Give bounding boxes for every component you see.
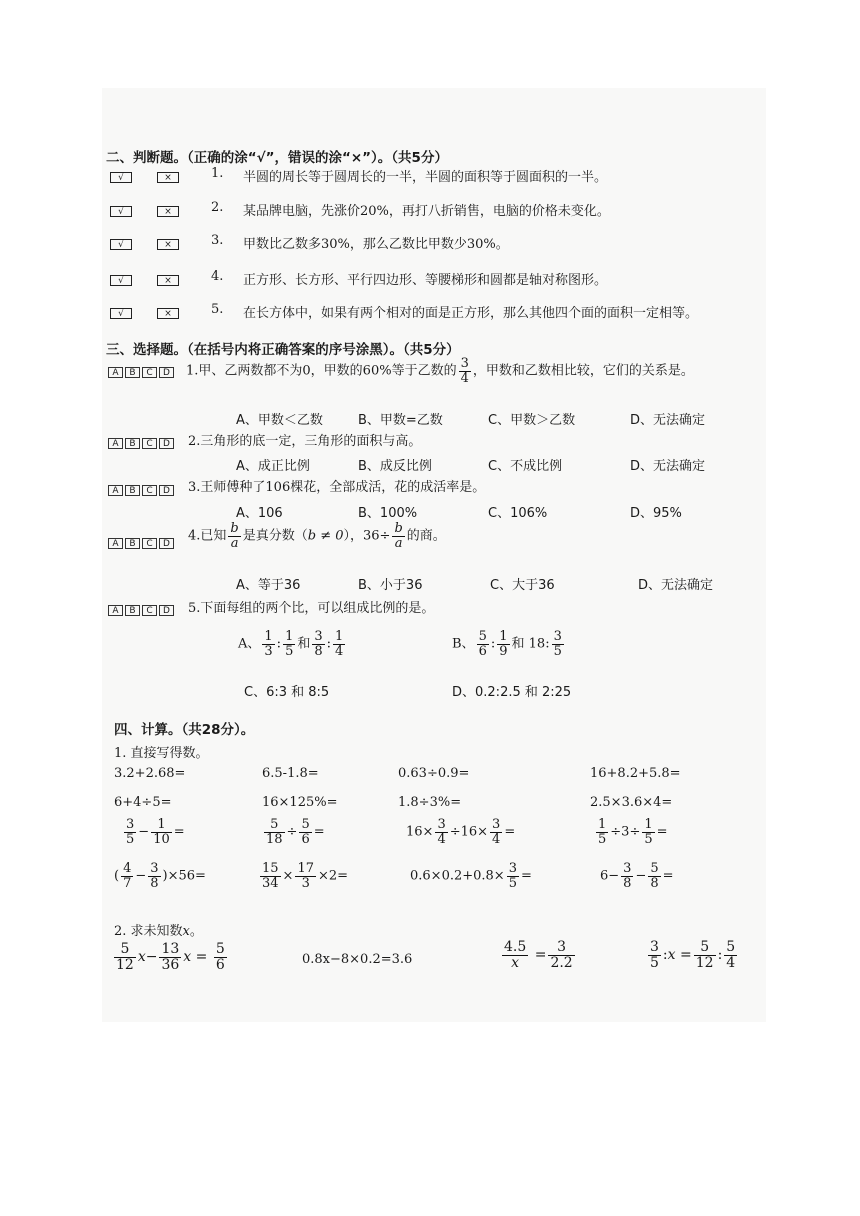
- q4-option-d: D、无法确定: [638, 578, 714, 593]
- bubble-c[interactable]: C: [142, 485, 157, 496]
- bubble-a[interactable]: A: [108, 605, 123, 616]
- bubble-b[interactable]: B: [125, 367, 140, 378]
- fraction: $\frac{b}{a}$: [230, 521, 239, 551]
- bubble-d[interactable]: D: [159, 538, 174, 549]
- q5-stem: 5.下面每组的两个比，可以组成比例的是。: [188, 601, 435, 616]
- cross-option[interactable]: ×: [157, 308, 179, 319]
- calc-item: 16× $\frac{3}{4}$ ÷16× $\frac{3}{4}$ =: [406, 817, 516, 847]
- calc-item: 6.5-1.8=: [262, 766, 319, 781]
- q2-option-a: A、成正比例: [236, 459, 310, 474]
- q1-option-a: A、甲数＜乙数: [236, 413, 323, 428]
- q2-stem: 2.三角形的底一定，三角形的面积与高。: [188, 434, 422, 449]
- calc-item: 6+4÷5=: [114, 795, 172, 810]
- calc-item: $\frac{3}{5}$ − $\frac{1}{10}$ =: [126, 817, 185, 847]
- answer-bubbles-q1[interactable]: [108, 362, 176, 381]
- calc-item: ( $\frac{4}{7}$ − $\frac{3}{8}$ )×56=: [114, 861, 206, 891]
- tf-num: 4.: [211, 269, 224, 284]
- q3-option-b: B、100%: [358, 506, 418, 521]
- calc-item: $\frac{5}{18}$ ÷ $\frac{5}{6}$ =: [266, 817, 325, 847]
- bubble-a[interactable]: A: [108, 367, 123, 378]
- q4-option-c: C、大于36: [490, 578, 555, 593]
- tf-num: 2.: [211, 200, 224, 215]
- bubble-b[interactable]: B: [125, 438, 140, 449]
- fraction: $\frac{3}{4}$: [460, 356, 469, 386]
- subsection-solve-x: 2. 求未知数x。: [114, 924, 203, 939]
- tf-text: 正方形、长方形、平行四边形、等腰梯形和圆都是轴对称图形。: [243, 273, 608, 288]
- bubble-b[interactable]: B: [125, 605, 140, 616]
- cross-option[interactable]: ×: [157, 239, 179, 250]
- equation-2: 0.8x−8×0.2=3.6: [302, 952, 413, 967]
- bubble-d[interactable]: D: [159, 485, 174, 496]
- q3-option-a: A、106: [236, 506, 283, 521]
- q5-option-b: B、 $\frac{5}{6}$ : $\frac{1}{9}$ 和 18: $\frac{3}{5}$: [452, 629, 562, 659]
- tf-num: 3.: [211, 233, 224, 248]
- calc-item: 16+8.2+5.8=: [590, 766, 681, 781]
- tf-num: 1.: [211, 166, 224, 181]
- section3-title: 三、选择题。（在括号内将正确答案的序号涂黑）。（共5分）: [106, 342, 460, 358]
- calc-item: 6− $\frac{3}{8}$ − $\frac{5}{8}$ =: [600, 861, 674, 891]
- section4-title: 四、计算。（共28分）。: [114, 722, 255, 738]
- q1-option-b: B、甲数=乙数: [358, 413, 443, 428]
- q4-stem: 4.已知 $\frac{b}{a}$ 是真分数（b ≠ 0），36÷ $\frac{b}{a}$ 的商。: [188, 521, 446, 551]
- check-option[interactable]: √: [110, 275, 132, 286]
- calc-item: 0.63÷0.9=: [398, 766, 470, 781]
- bubble-b[interactable]: B: [125, 485, 140, 496]
- q3-option-d: D、95%: [630, 506, 682, 521]
- calc-item: 3.2+2.68=: [114, 766, 186, 781]
- bubble-d[interactable]: D: [159, 367, 174, 378]
- subsection-direct-answer: 1. 直接写得数。: [114, 746, 209, 761]
- q4-option-a: A、等于36: [236, 578, 301, 593]
- calc-item: 1.8÷3%=: [398, 795, 462, 810]
- answer-bubbles-q5[interactable]: [108, 600, 176, 619]
- answer-bubbles-q3[interactable]: [108, 480, 176, 499]
- tf-text: 在长方体中，如果有两个相对的面是正方形，那么其他四个面的面积一定相等。: [243, 306, 699, 321]
- bubble-d[interactable]: D: [159, 438, 174, 449]
- q3-option-c: C、106%: [488, 506, 548, 521]
- q5-option-c: C、6:3 和 8:5: [244, 685, 330, 700]
- q5-option-a: A、 $\frac{1}{3}$ : $\frac{1}{5}$ 和 $\frac{3}{8}$ : $\frac{1}{4}$: [238, 629, 344, 659]
- calc-item: 0.6×0.2+0.8× $\frac{3}{5}$ =: [410, 861, 532, 891]
- bubble-c[interactable]: C: [142, 438, 157, 449]
- tf-text: 半圆的周长等于圆周长的一半，半圆的面积等于圆面积的一半。: [243, 170, 608, 185]
- q1-option-d: D、无法确定: [630, 413, 706, 428]
- answer-bubbles-q4[interactable]: [108, 533, 176, 552]
- bubble-b[interactable]: B: [125, 538, 140, 549]
- check-option[interactable]: √: [110, 172, 132, 183]
- equation-4: $\frac{3}{5}$ :x = $\frac{5}{12}$ : $\frac{5}{4}$: [650, 939, 736, 971]
- q2-option-d: D、无法确定: [630, 459, 706, 474]
- cross-option[interactable]: ×: [157, 275, 179, 286]
- calc-item: $\frac{15}{34}$ × $\frac{17}{3}$ ×2=: [262, 861, 349, 891]
- q3-stem: 3.王师傅种了106棵花，全部成活，花的成活率是。: [188, 480, 486, 495]
- calc-item: 2.5×3.6×4=: [590, 795, 673, 810]
- q1-text: 1.甲、乙两数都不为0，甲数的60%等于乙数的: [186, 363, 457, 379]
- q1-option-c: C、甲数＞乙数: [488, 413, 576, 428]
- calc-item: 16×125%=: [262, 795, 338, 810]
- bubble-c[interactable]: C: [142, 538, 157, 549]
- bubble-a[interactable]: A: [108, 485, 123, 496]
- equation-3: $\frac{4.5}{x}$ = $\frac{3}{2.2}$: [504, 939, 573, 971]
- bubble-c[interactable]: C: [142, 367, 157, 378]
- check-option[interactable]: √: [110, 239, 132, 250]
- bubble-a[interactable]: A: [108, 538, 123, 549]
- bubble-d[interactable]: D: [159, 605, 174, 616]
- bubble-a[interactable]: A: [108, 438, 123, 449]
- tf-text: 甲数比乙数多30%，那么乙数比甲数少30%。: [243, 237, 509, 252]
- tf-text: 某品牌电脑，先涨价20%，再打八折销售，电脑的价格未变化。: [243, 204, 610, 219]
- q5-option-d: D、0.2:2.5 和 2:25: [452, 685, 572, 700]
- q1-stem: [186, 357, 694, 385]
- check-option[interactable]: √: [110, 206, 132, 217]
- bubble-c[interactable]: C: [142, 605, 157, 616]
- tf-num: 5.: [211, 302, 224, 317]
- q2-option-c: C、不成比例: [488, 459, 563, 474]
- equation-1: $\frac{5}{12}$ x− $\frac{13}{36}$ x = $\frac{5}{6}$: [116, 941, 225, 973]
- section2-title: 二、判断题。（正确的涂“√”，错误的涂“×”）。（共5分）: [106, 150, 448, 166]
- fraction: $\frac{b}{a}$: [394, 521, 403, 551]
- q2-option-b: B、成反比例: [358, 459, 432, 474]
- check-option[interactable]: √: [110, 308, 132, 319]
- answer-bubbles-q2[interactable]: [108, 433, 176, 452]
- cross-option[interactable]: ×: [157, 206, 179, 217]
- q1-text-end: ，甲数和乙数相比较，它们的关系是。: [472, 363, 694, 379]
- q4-option-b: B、小于36: [358, 578, 423, 593]
- cross-option[interactable]: ×: [157, 172, 179, 183]
- calc-item: $\frac{1}{5}$ ÷3÷ $\frac{1}{5}$ =: [598, 817, 668, 847]
